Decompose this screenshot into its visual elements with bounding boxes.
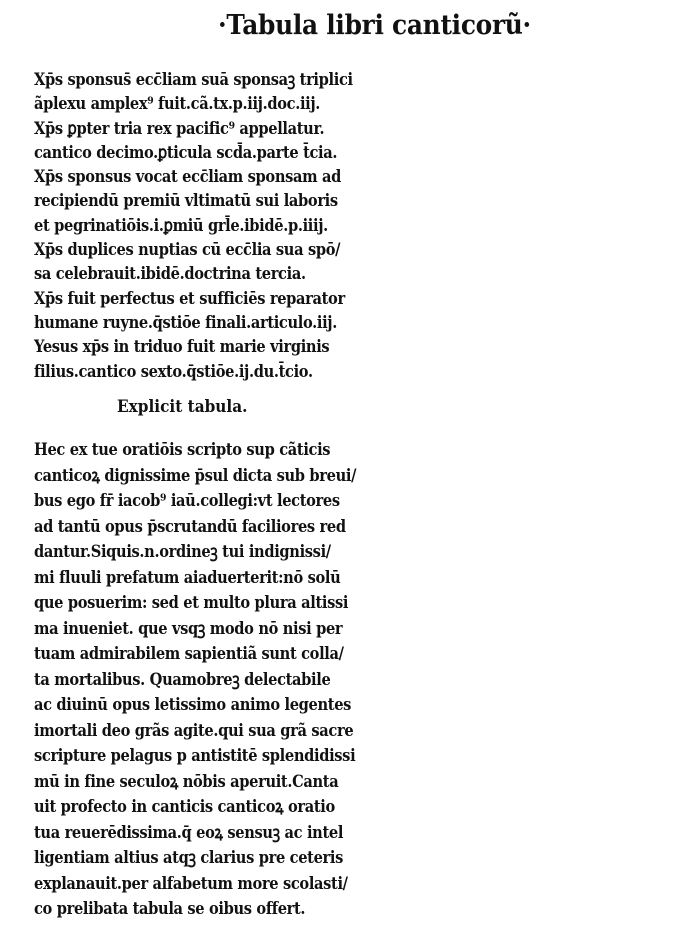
text-line: ãplexu amplex⁹ fuit.cã.tx.p.iij.doc.iij. <box>34 94 321 115</box>
text-line: Xp̄s ꝑpter tria rex pacific⁹ appellatur. <box>34 118 325 139</box>
text-line: Xp̄s sponsus̄ ecc̄liam suā sponsaꝫ triplici <box>34 70 353 90</box>
text-line: ac diuinū opus letissimo animo legentes <box>34 695 352 715</box>
explicit-line: Explicit tabula. <box>117 397 248 417</box>
text-line: sa celebrauit.ibidē.doctrina tercia. <box>34 264 306 285</box>
text-line: Xp̄s sponsus vocat ecc̄liam sponsam ad <box>34 167 342 188</box>
text-line: Xp̄s fuit perfectus et sufficiēs reparator <box>34 288 345 309</box>
text-line: Xp̄s duplices nuptias cū ecc̄lia sua spō/ <box>34 240 341 261</box>
text-line: bus ego fr̄ iacob⁹ iaū.collegi:vt lectores <box>34 491 340 511</box>
text-line: tua reuerēdissima.q̄ eoꝝ sensuꝫ ac intel <box>34 822 344 843</box>
text-line: explanauit.per alfabetum more scolasti/ <box>34 873 348 894</box>
text-line: Hec ex tue oratiōis scripto sup cãticis <box>34 440 331 460</box>
text-line: cantico decimo.ꝑticula scd̄a.parte t̄cia. <box>34 142 338 163</box>
text-line: canticoꝝ dignissime p̄sul dicta sub breui/ <box>34 465 357 486</box>
text-line: recipiendū premiū vltimatū sui laboris <box>34 191 338 212</box>
text-line: scripture pelagus p antistitē splendidissi <box>34 746 356 766</box>
text-line: mi fluuli prefatum aiaduerterit:nō solū <box>34 567 341 588</box>
table-of-contents-block <box>34 68 364 384</box>
text-line: que posuerim: sed et multo plura altissi <box>34 593 349 613</box>
text-line: et pegrinatiōis.i.ꝑmiū grl̄e.ibidē.p.iiij. <box>34 215 328 236</box>
text-line: ligentiam altius atqꝫ clarius pre ceteris <box>34 848 343 868</box>
text-line: ta mortalibus. Quamobreꝫ delectabile <box>34 669 331 690</box>
text-line: ad tantū opus p̄scrutandū faciliores red <box>34 516 346 537</box>
text-line: dantur.Siquis.n.ordineꝫ tui indignissi/ <box>34 542 331 562</box>
text-line: humane ruyne.q̄stiōe finali.articulo.iij. <box>34 312 338 333</box>
text-line: co prelibata tabula se oibus offert. <box>34 899 306 919</box>
text-line: filius.cantico sexto.q̄stiōe.ij.du.t̄cio. <box>34 361 313 382</box>
text-line: uit profecto in canticis canticoꝝ oratio <box>34 797 335 817</box>
text-line: ma inueniet. que vsqꝫ modo nō nisi per <box>34 618 343 639</box>
text-line: mū in fine seculoꝝ nōbis aperuit.Canta <box>34 771 339 792</box>
page-heading: ·Tabula libri canticorũ· <box>218 10 531 41</box>
text-line: Yesus xp̄s in triduo fuit marie virginis <box>34 337 330 358</box>
text-line: imortali deo grãs agite.qui sua grã sacre <box>34 720 354 741</box>
text-line: tuam admirabilem sapientiã sunt colla/ <box>34 644 344 664</box>
colophon-block <box>34 438 364 923</box>
